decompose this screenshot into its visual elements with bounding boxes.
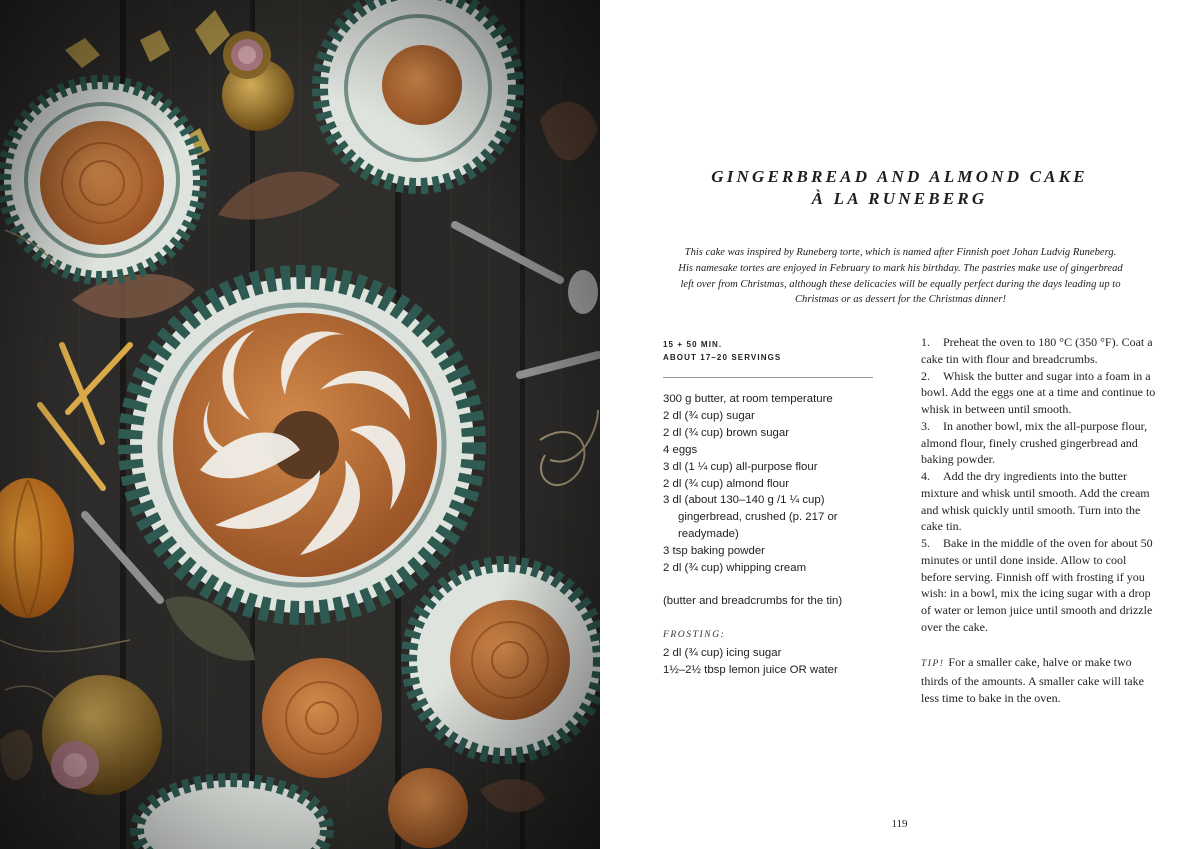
page-number: 119 bbox=[891, 818, 908, 830]
step-item bbox=[921, 334, 1158, 368]
step-item bbox=[921, 368, 1158, 418]
ingredient-item: 2 dl (¾ cup) sugar bbox=[663, 409, 755, 422]
step-item bbox=[921, 468, 1158, 535]
servings: ABOUT 17–20 SERVINGS bbox=[663, 353, 782, 362]
ingredient-item: 3 tsp baking powder bbox=[663, 545, 765, 558]
step-number: 5. bbox=[921, 536, 930, 550]
tip bbox=[921, 654, 1159, 706]
recipe-intro: This cake was inspired by Runeberg torte, which is named after Finnish poet Johan Ludvig Runeberg. His namesake tortes are enjoyed in February to mark his birthday. The pastries make use of gingerbread left over from Christmas, although these delicacies will be equally perfect during the days leading up to Christmas or as dessert for the Christmas dinner! bbox=[678, 247, 1123, 306]
step-text: Add the dry ingredients into the butter mixture and whisk until smooth. Add the cream and whisk quickly until smooth. Turn into the cake tin. bbox=[921, 469, 1150, 534]
method-steps bbox=[921, 334, 1158, 636]
ingredient-item: 300 g butter, at room temperature bbox=[663, 393, 833, 405]
recipe-page bbox=[600, 0, 1199, 849]
step-text: In another bowl, mix the all-purpose flour, almond flour, finely crushed gingerbread and baking powder. bbox=[921, 418, 1148, 467]
frosting-item: 1½–2½ tbsp lemon juice OR water bbox=[663, 663, 838, 676]
frosting-item: 2 dl (¾ cup) icing sugar bbox=[663, 647, 782, 659]
tin-note: (butter and breadcrumbs for the tin) bbox=[663, 595, 843, 607]
step-number: 3. bbox=[921, 418, 930, 433]
ingredients-list bbox=[663, 391, 883, 577]
ingredient-item: 4 eggs bbox=[663, 443, 698, 456]
tip-label: TIP! bbox=[921, 659, 945, 669]
divider bbox=[663, 377, 873, 378]
tip-text: For a smaller cake, halve or make two thirds of the amounts. A smaller cake will take less time to bake in the oven. bbox=[921, 655, 1144, 705]
ingredient-item: 3 dl (about 130–140 g /1 ¼ cup) gingerbread, crushed (p. 217 or readymade) bbox=[663, 494, 838, 541]
step-text: Bake in the middle of the oven for about 50 minutes or until done inside. Allow to cool before serving. Finnish off with frosting if you wish: in a bowl, mix the icing sugar with a drop of water or lemon juice until smooth and drizzle over the cake. bbox=[921, 536, 1153, 634]
recipe-meta bbox=[663, 338, 781, 364]
step-item bbox=[921, 418, 1158, 468]
ingredient-item: 2 dl (¾ cup) almond flour bbox=[663, 477, 789, 490]
step-text: Preheat the oven to 180 °C (350 °F). Coat a cake tin with flour and breadcrumbs. bbox=[921, 335, 1153, 366]
prep-time: 15 + 50 MIN. bbox=[663, 340, 723, 349]
ingredient-item: 3 dl (1 ¼ cup) all-purpose flour bbox=[663, 460, 818, 473]
ingredient-item: 2 dl (¾ cup) whipping cream bbox=[663, 562, 807, 575]
step-text: Whisk the butter and sugar into a foam in a bowl. Add the eggs one at a time and continue to whisk in between until smooth. bbox=[921, 368, 1156, 416]
ingredient-item: 2 dl (¾ cup) brown sugar bbox=[663, 426, 789, 439]
step-number: 4. bbox=[921, 469, 930, 483]
recipe-title-line-1: GINGERBREAD AND ALMOND CAKE bbox=[711, 167, 1088, 186]
step-item bbox=[921, 535, 1158, 636]
recipe-title-line-2: À LA RUNEBERG bbox=[811, 189, 988, 208]
frosting-list bbox=[663, 645, 838, 679]
frosting-heading: FROSTING: bbox=[663, 630, 726, 640]
step-number: 2. bbox=[921, 368, 930, 383]
step-number: 1. bbox=[921, 335, 930, 349]
